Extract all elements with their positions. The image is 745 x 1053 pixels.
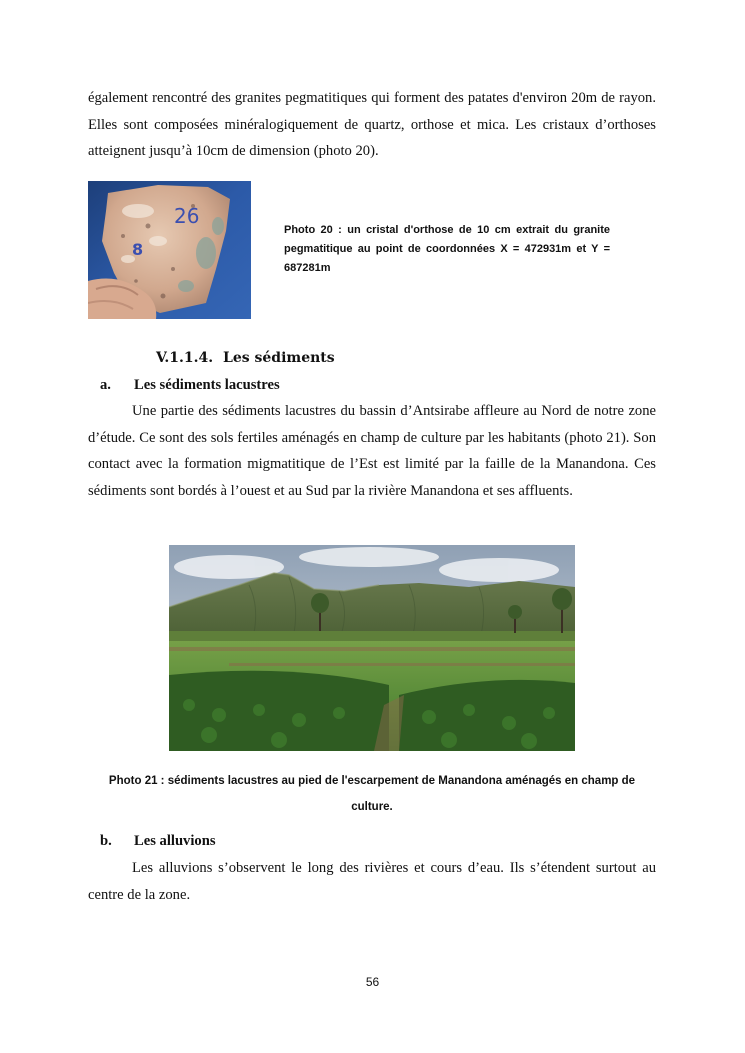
- photo-20-orthose-crystal: [88, 181, 251, 319]
- subsection-b-heading: [100, 833, 216, 850]
- photo-21-image: [169, 545, 575, 751]
- photo-21-caption: Photo 21 : sédiments lacustres au pied de l'escarpement de Manandona aménagés en champ de culture.: [108, 775, 636, 813]
- subsection-a-title: Les sédiments lacustres: [134, 377, 280, 393]
- sample-number-label: 26: [174, 204, 200, 228]
- page-number: 56: [365, 975, 380, 989]
- subsection-b-title: Les alluvions: [134, 833, 216, 849]
- section-title: Les sédiments: [223, 350, 335, 366]
- subsection-b-label: b.: [100, 833, 112, 849]
- subsection-a-heading: [100, 377, 280, 394]
- photo-21-landscape: [169, 545, 575, 751]
- subsection-a-label: a.: [100, 377, 111, 393]
- section-number: V.1.1.4.: [156, 350, 214, 366]
- photo-20-caption: Photo 20 : un cristal d'orthose de 10 cm extrait du granite pegmatitique au point de coordonnées X = 472931m et Y = 687281m: [284, 224, 610, 274]
- subsection-a-paragraph: Une partie des sédiments lacustres du bassin d’Antsirabe affleure au Nord de notre zone d’étude. Ce sont des sols fertiles aménagés en champ de culture par les habitants (photo 21). Son contact avec la formation migmatitique de l’Est est limité par la faille de la Manandona. Ces sédiments sont bordés à l’ouest et au Sud par la rivière Manandona et ses affluents.: [88, 403, 656, 499]
- photo-20-image: [88, 181, 251, 319]
- section-heading: [156, 350, 335, 366]
- subsection-b-paragraph: Les alluvions s’observent le long des rivières et cours d’eau. Ils s’étendent surtout au centre de la zone.: [88, 860, 656, 903]
- intro-paragraph: également rencontré des granites pegmatitiques qui forment des patates d'environ 20m de rayon. Elles sont composées minéralogiquement de quartz, orthose et mica. Les cristaux d’orthoses atteignent jusqu’à 10cm de dimension (photo 20).: [88, 90, 656, 159]
- sample-mark-label: 8: [132, 240, 144, 259]
